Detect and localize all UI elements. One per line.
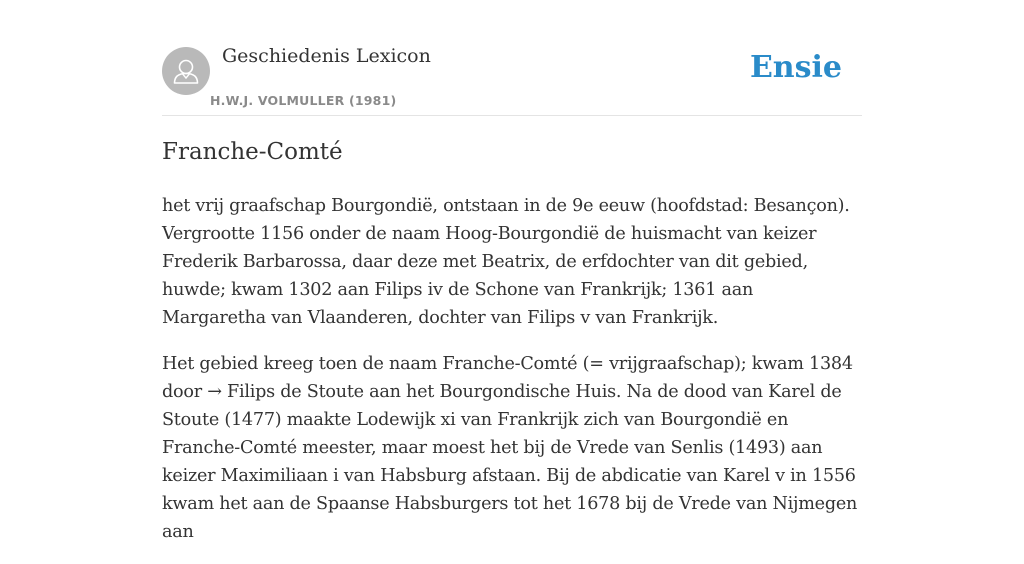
content-column: [162, 0, 862, 542]
ensie-logo[interactable]: Ensie: [749, 50, 842, 85]
source-author: H.W.J. VOLMULLER (1981): [210, 93, 397, 108]
article-paragraph: het vrij graafschap Bourgondië, ontstaan in de 9e eeuw (hoofdstad: Besançon). Vergrootte 1156 onder de naam Hoog-Bourgondië de huismacht van keizer Frederik Barbarossa, daar deze met Beatrix, de erfdochter van dit gebied, huwde; kwam 1302 aan Filips iv de Schone van Frankrijk; 1361 aan Margaretha van Vlaanderen, dochter van Filips v van Frankrijk.: [162, 196, 850, 328]
article-body: [162, 192, 862, 564]
user-icon[interactable]: [162, 47, 210, 95]
source-title[interactable]: Geschiedenis Lexicon: [222, 45, 431, 67]
page-title: Franche-Comté: [162, 139, 343, 165]
cross-reference-link[interactable]: → Filips de Stoute: [207, 382, 364, 402]
paragraph-text: aan het Bourgondische Huis. Na de dood van Karel de Stoute (1477) maakte Lodewijk xi van Frankrijk zich van Bourgondië en Franche-Comté meester, maar moest het bij de Vrede van Senlis (1493) aan keizer Maximiliaan i van Habsburg afstaan. Bij de abdicatie van Karel v in 1556 kwam het aan de Spaanse Habsburgers tot het 1678 bij de Vrede van Nijmegen aan: [162, 382, 858, 542]
source-header: [162, 0, 862, 116]
paragraph-text: Het gebied kreeg toen de naam Franche-Comté (= vrijgraafschap); kwam 1384 door: [162, 354, 853, 402]
article-paragraph: [162, 350, 862, 546]
